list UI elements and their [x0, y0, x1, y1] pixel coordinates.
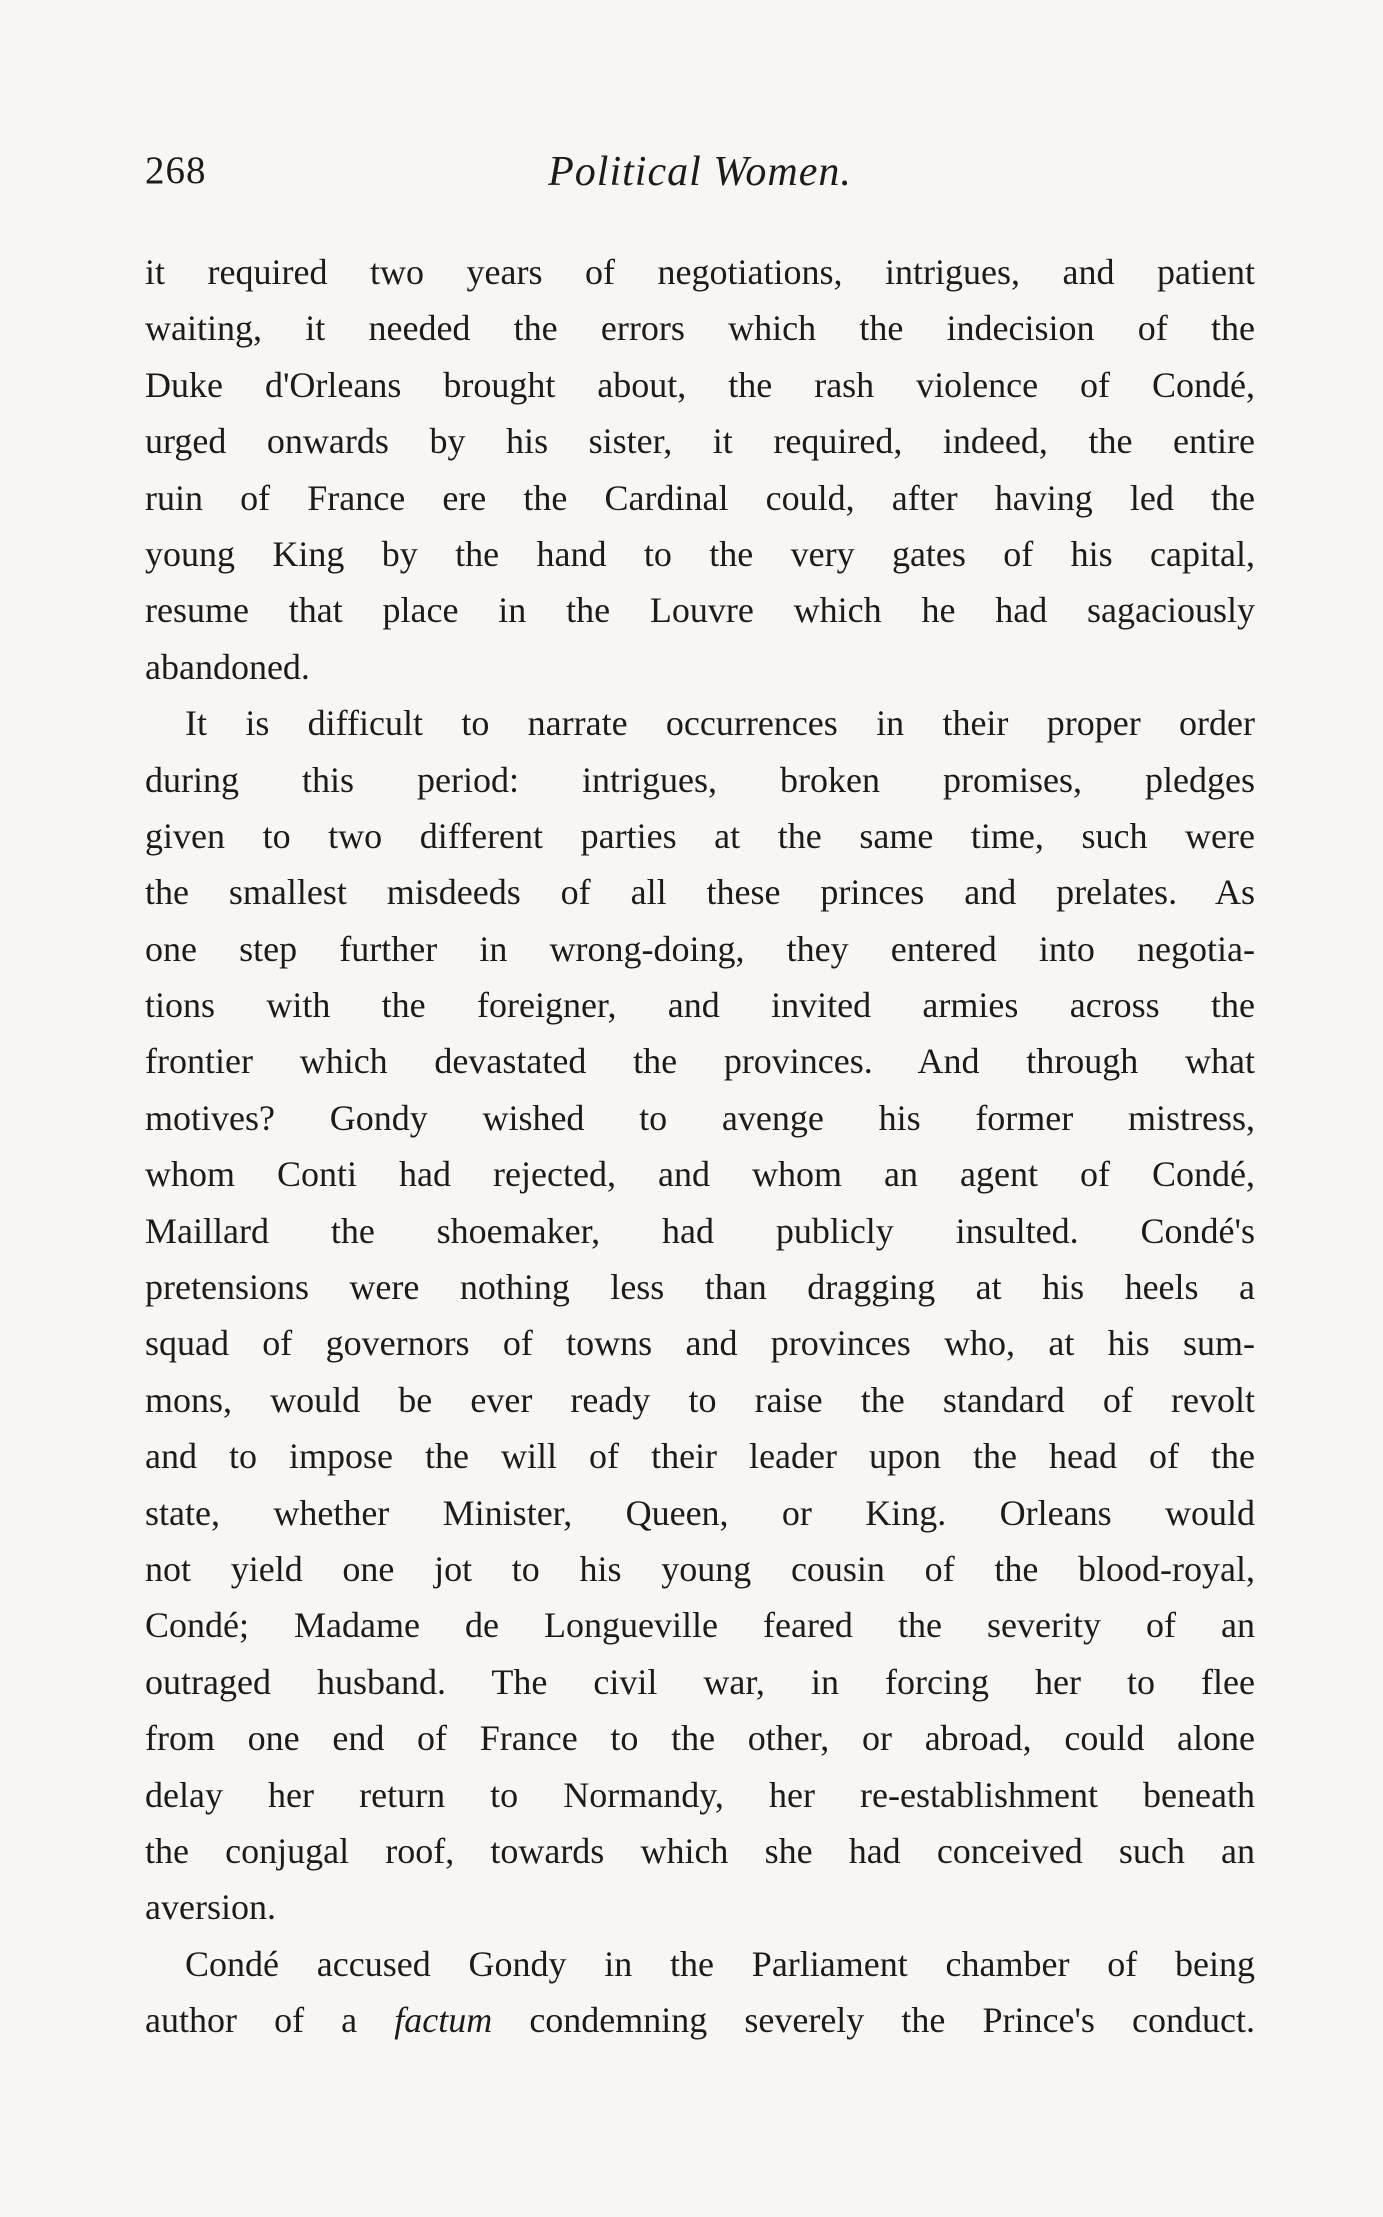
text-line: from one end of France to the other, or abroad, could alone: [145, 1718, 1255, 1759]
text-line: squad of governors of towns and provinces who, at his sum-: [145, 1323, 1255, 1364]
page-number: 268: [145, 149, 207, 192]
text-line: resume that place in the Louvre which he had sagaciously: [145, 590, 1255, 631]
text-line: motives? Gondy wished to avenge his former mistress,: [145, 1097, 1255, 1138]
body-text: [145, 244, 1255, 2049]
running-head: [145, 148, 1255, 208]
text-line: the smallest misdeeds of all these princes and prelates. As: [145, 872, 1255, 913]
text-line: Duke d'Orleans brought about, the rash violence of Condé,: [145, 364, 1255, 405]
text-line: pretensions were nothing less than dragging at his heels a: [145, 1267, 1255, 1308]
text-line: not yield one jot to his young cousin of the blood-royal,: [145, 1548, 1255, 1589]
text-line: It is difficult to narrate occurrences in their proper order: [185, 703, 1255, 744]
running-title: Political Women.: [548, 149, 852, 195]
paragraph-3: [145, 1936, 1255, 2049]
text-line: ruin of France ere the Cardinal could, after having led the: [145, 477, 1255, 518]
text-line: delay her return to Normandy, her re-establishment beneath: [145, 1774, 1255, 1815]
text-line: tions with the foreigner, and invited armies across the: [145, 985, 1255, 1026]
text-line: and to impose the will of their leader upon the head of the: [145, 1436, 1255, 1477]
text-line: frontier which devastated the provinces. And through what: [145, 1041, 1255, 1082]
text-run: author of a: [145, 2000, 395, 2041]
text-line: one step further in wrong-doing, they entered into negotia-: [145, 928, 1255, 969]
text-line: urged onwards by his sister, it required, indeed, the entire: [145, 421, 1255, 462]
text-run: condemning severely the Prince's conduct.: [492, 2000, 1255, 2041]
text-line: it required two years of negotiations, intrigues, and patient: [145, 252, 1255, 292]
paragraph-2: [145, 695, 1255, 1936]
text-line-final: [145, 1992, 1255, 2048]
text-line: whom Conti had rejected, and whom an agent of Condé,: [145, 1154, 1255, 1195]
paragraph-1: [145, 244, 1255, 695]
italic-term: factum: [394, 2000, 493, 2041]
text-line: state, whether Minister, Queen, or King. Orleans would: [145, 1492, 1255, 1533]
text-line: outraged husband. The civil war, in forcing her to flee: [145, 1661, 1255, 1702]
text-line: young King by the hand to the very gates of his capital,: [145, 533, 1255, 574]
text-line: abandoned.: [145, 646, 310, 687]
text-line: Maillard the shoemaker, had publicly insulted. Condé's: [145, 1210, 1255, 1251]
text-line: mons, would be ever ready to raise the standard of revolt: [145, 1379, 1255, 1420]
text-line: waiting, it needed the errors which the indecision of the: [145, 308, 1255, 349]
text-line: Condé; Madame de Longueville feared the severity of an: [145, 1605, 1255, 1646]
text-line: Condé accused Gondy in the Parliament chamber of being: [185, 1943, 1255, 1984]
text-line: given to two different parties at the same time, such were: [145, 815, 1255, 856]
text-line: during this period: intrigues, broken promises, pledges: [145, 759, 1255, 800]
text-line: the conjugal roof, towards which she had conceived such an: [145, 1830, 1255, 1871]
text-line: aversion.: [145, 1887, 276, 1928]
